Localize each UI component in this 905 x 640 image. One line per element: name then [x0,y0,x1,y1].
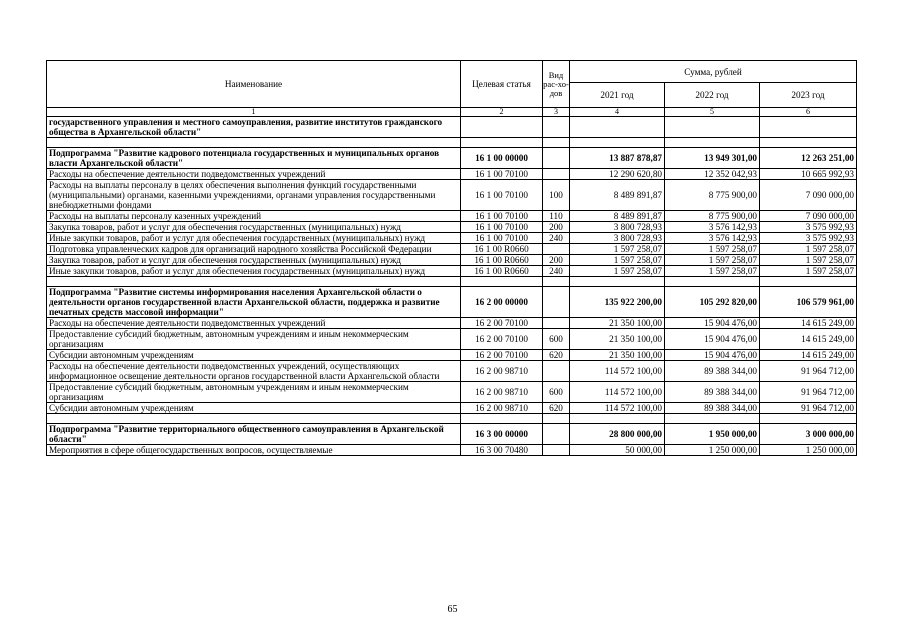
row-code-cell: 16 2 00 00000 [461,287,543,318]
table-row [47,169,857,180]
row-vid-cell [543,318,570,329]
column-index-row [47,108,857,117]
budget-table [46,60,857,456]
row-vid-cell [543,117,570,138]
row-vid-cell: 600 [543,382,570,403]
index-cell: 3 [543,108,570,117]
row-2023-cell: 106 579 961,00 [760,287,857,318]
row-name-cell: Подготовка управленческих кадров для организаций народного хозяйства Российской Федерации [47,244,461,255]
row-2023-cell: 91 964 712,00 [760,403,857,414]
header-2021: 2021 год [570,83,665,108]
row-name-cell: Субсидии автономным учреждениям [47,403,461,414]
row-2023-cell: 3 575 992,93 [760,233,857,244]
row-2023-cell: 10 665 992,93 [760,169,857,180]
row-2021-cell: 114 572 100,00 [570,403,665,414]
row-2023-cell [760,117,857,138]
row-2021-cell: 1 597 258,07 [570,255,665,266]
row-code-cell: 16 1 00 70100 [461,222,543,233]
empty-cell [47,277,461,287]
row-2021-cell: 21 350 100,00 [570,318,665,329]
row-2021-cell: 21 350 100,00 [570,350,665,361]
row-name-cell: Подпрограмма "Развитие территориального общественного самоуправления в Архангельской области" [47,424,461,445]
row-vid-cell: 240 [543,233,570,244]
index-cell: 6 [760,108,857,117]
empty-cell [570,138,665,148]
row-2023-cell: 14 615 249,00 [760,318,857,329]
empty-cell [47,138,461,148]
row-2022-cell: 89 388 344,00 [665,403,760,414]
table-row [47,361,857,382]
empty-cell [665,414,760,424]
row-2022-cell: 13 949 301,00 [665,148,760,169]
empty-cell [760,414,857,424]
row-2021-cell [570,117,665,138]
row-vid-cell [543,287,570,318]
index-cell: 4 [570,108,665,117]
header-target: Целевая статья [461,61,543,108]
header-2022: 2022 год [665,83,760,108]
page-number: 65 [447,604,458,615]
table-row [47,233,857,244]
row-vid-cell: 100 [543,180,570,211]
row-name-cell: Иные закупки товаров, работ и услуг для обеспечения государственных (муниципальных) нужд [47,266,461,277]
row-2022-cell: 8 775 900,00 [665,180,760,211]
empty-cell [760,138,857,148]
row-2021-cell: 21 350 100,00 [570,329,665,350]
empty-cell [461,138,543,148]
row-name-cell: Субсидии автономным учреждениям [47,350,461,361]
table-row [47,350,857,361]
table-row [47,403,857,414]
row-2023-cell: 1 597 258,07 [760,255,857,266]
row-vid-cell: 620 [543,350,570,361]
row-vid-cell: 200 [543,255,570,266]
row-2023-cell: 1 250 000,00 [760,445,857,456]
row-vid-cell: 110 [543,211,570,222]
row-code-cell: 16 2 00 70100 [461,329,543,350]
empty-cell [461,414,543,424]
row-code-cell: 16 1 00 R0660 [461,255,543,266]
row-2021-cell: 28 800 000,00 [570,424,665,445]
row-2021-cell: 3 800 728,93 [570,233,665,244]
empty-cell [543,414,570,424]
row-2022-cell: 1 950 000,00 [665,424,760,445]
row-vid-cell: 200 [543,222,570,233]
row-code-cell: 16 1 00 70100 [461,233,543,244]
row-vid-cell: 600 [543,329,570,350]
row-vid-cell: 240 [543,266,570,277]
row-2022-cell: 1 597 258,07 [665,244,760,255]
subprogram-row [47,287,857,318]
empty-cell [543,138,570,148]
row-2021-cell: 50 000,00 [570,445,665,456]
row-code-cell: 16 2 00 70100 [461,350,543,361]
empty-cell [461,277,543,287]
row-2022-cell: 89 388 344,00 [665,382,760,403]
row-2022-cell: 12 352 042,93 [665,169,760,180]
row-code-cell: 16 1 00 00000 [461,148,543,169]
row-2022-cell: 105 292 820,00 [665,287,760,318]
row-2023-cell: 1 597 258,07 [760,266,857,277]
row-code-cell: 16 2 00 98710 [461,361,543,382]
row-2022-cell: 89 388 344,00 [665,361,760,382]
row-2021-cell: 12 290 620,80 [570,169,665,180]
row-2021-cell: 114 572 100,00 [570,361,665,382]
spacer-row [47,138,857,148]
index-cell: 5 [665,108,760,117]
row-code-cell: 16 2 00 70100 [461,318,543,329]
row-name-cell: Расходы на обеспечение деятельности подведомственных учреждений [47,318,461,329]
header-sum: Сумма, рублей [570,61,857,83]
row-name-cell: Расходы на обеспечение деятельности подведомственных учреждений, осуществляющих информационное освещение деятельности органов государственной власти Архангельской области [47,361,461,382]
empty-cell [570,414,665,424]
table-row [47,255,857,266]
row-name-cell: Предоставление субсидий бюджетным, автономным учреждениям и иным некоммерческим организациям [47,329,461,350]
index-cell: 1 [47,108,461,117]
table-row [47,266,857,277]
row-2022-cell: 15 904 476,00 [665,329,760,350]
row-2021-cell: 1 597 258,07 [570,244,665,255]
row-2023-cell: 1 597 258,07 [760,244,857,255]
empty-cell [543,277,570,287]
row-vid-cell [543,244,570,255]
row-code-cell: 16 1 00 R0660 [461,266,543,277]
row-code-cell: 16 3 00 00000 [461,424,543,445]
empty-cell [665,277,760,287]
table-row [47,211,857,222]
row-2022-cell: 3 576 142,93 [665,222,760,233]
spacer-row [47,277,857,287]
row-2023-cell: 3 000 000,00 [760,424,857,445]
row-2022-cell [665,117,760,138]
row-code-cell: 16 2 00 98710 [461,382,543,403]
subprogram-row [47,424,857,445]
empty-cell [570,277,665,287]
row-name-cell: Расходы на выплаты персоналу казенных учреждений [47,211,461,222]
row-2021-cell: 8 489 891,87 [570,211,665,222]
row-2022-cell: 8 775 900,00 [665,211,760,222]
row-2023-cell: 14 615 249,00 [760,329,857,350]
subprogram-row [47,148,857,169]
row-2021-cell: 8 489 891,87 [570,180,665,211]
row-code-cell [461,117,543,138]
row-code-cell: 16 1 00 70100 [461,211,543,222]
header-name: Наименование [47,61,461,108]
header-vid: Вид рас-хо-дов [543,61,570,108]
empty-cell [47,414,461,424]
row-vid-cell [543,148,570,169]
row-code-cell: 16 2 00 98710 [461,403,543,414]
row-name-cell: Закупка товаров, работ и услуг для обеспечения государственных (муниципальных) нужд [47,255,461,266]
row-name-cell: Подпрограмма "Развитие системы информирования населения Архангельской области о деятельности органов государственной власти Архангельской области, поддержка и развитие печатных средств массовой информации" [47,287,461,318]
empty-cell [760,277,857,287]
row-vid-cell: 620 [543,403,570,414]
table-row [47,180,857,211]
row-2022-cell: 15 904 476,00 [665,318,760,329]
row-2022-cell: 1 597 258,07 [665,266,760,277]
row-2021-cell: 1 597 258,07 [570,266,665,277]
row-name-cell: Расходы на обеспечение деятельности подведомственных учреждений [47,169,461,180]
row-2021-cell: 3 800 728,93 [570,222,665,233]
row-name-cell: Расходы на выплаты персоналу в целях обеспечения выполнения функций государственными (муниципальными) органами, казенными учреждениями, органами управления государственными внебюджетными фондами [47,180,461,211]
row-vid-cell [543,445,570,456]
row-name-cell: Подпрограмма "Развитие кадрового потенциала государственных и муниципальных органов власти Архангельской области" [47,148,461,169]
index-cell: 2 [461,108,543,117]
row-code-cell: 16 1 00 70100 [461,180,543,211]
row-2023-cell: 3 575 992,93 [760,222,857,233]
row-code-cell: 16 1 00 R0660 [461,244,543,255]
row-2023-cell: 91 964 712,00 [760,382,857,403]
table-row [47,222,857,233]
row-2021-cell: 13 887 878,87 [570,148,665,169]
table-row [47,318,857,329]
row-2023-cell: 7 090 000,00 [760,180,857,211]
row-vid-cell [543,169,570,180]
row-2023-cell: 7 090 000,00 [760,211,857,222]
header-2023: 2023 год [760,83,857,108]
row-2021-cell: 114 572 100,00 [570,382,665,403]
row-name-cell: Закупка товаров, работ и услуг для обеспечения государственных (муниципальных) нужд [47,222,461,233]
row-2021-cell: 135 922 200,00 [570,287,665,318]
row-2022-cell: 1 597 258,07 [665,255,760,266]
table-row [47,244,857,255]
row-code-cell: 16 3 00 70480 [461,445,543,456]
table-row [47,445,857,456]
row-2023-cell: 12 263 251,00 [760,148,857,169]
row-vid-cell [543,424,570,445]
row-2022-cell: 1 250 000,00 [665,445,760,456]
row-name-cell: Мероприятия в сфере общегосударственных вопросов, осуществляемые [47,445,461,456]
row-2022-cell: 3 576 142,93 [665,233,760,244]
row-vid-cell [543,361,570,382]
row-code-cell: 16 1 00 70100 [461,169,543,180]
row-2023-cell: 91 964 712,00 [760,361,857,382]
row-name-cell: Иные закупки товаров, работ и услуг для обеспечения государственных (муниципальных) нужд [47,233,461,244]
empty-cell [665,138,760,148]
subprogram-row [47,117,857,138]
row-name-cell: государственного управления и местного самоуправления, развитие институтов гражданского общества в Архангельской области" [47,117,461,138]
table-row [47,329,857,350]
row-name-cell: Предоставление субсидий бюджетным, автономным учреждениям и иным некоммерческим организациям [47,382,461,403]
table-row [47,382,857,403]
spacer-row [47,414,857,424]
row-2023-cell: 14 615 249,00 [760,350,857,361]
row-2022-cell: 15 904 476,00 [665,350,760,361]
